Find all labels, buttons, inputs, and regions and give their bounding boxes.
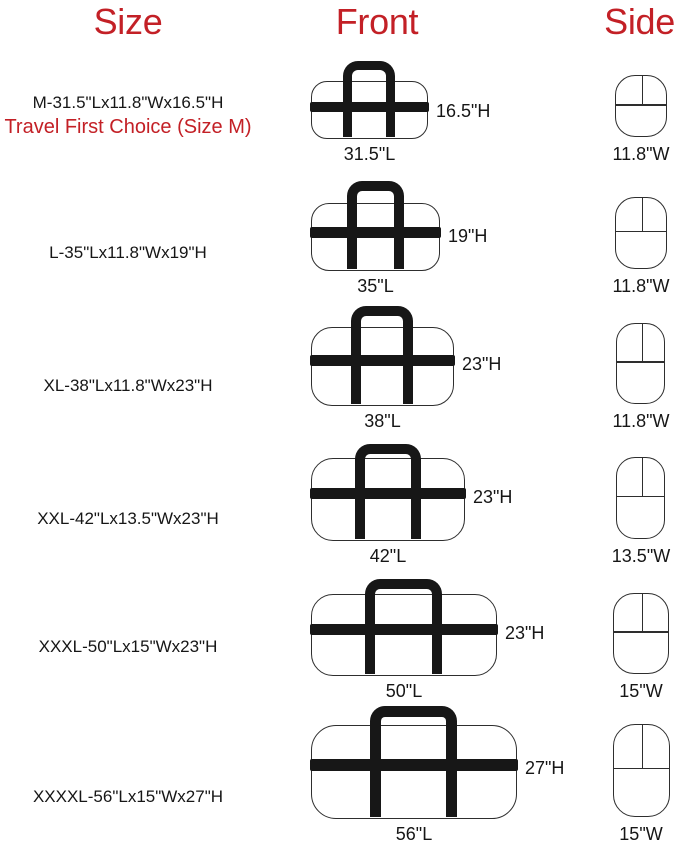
size-label: L-35"Lx11.8"Wx19"H xyxy=(49,243,207,262)
front-length-label: 50"L xyxy=(385,681,423,701)
side-view-diagram xyxy=(613,593,669,702)
front-length-label: 31.5"L xyxy=(343,144,396,164)
side-view-icon xyxy=(616,323,665,404)
front-length-label: 56"L xyxy=(395,824,433,843)
size-label: XXXL-50"Lx15"Wx23"H xyxy=(38,637,218,656)
side-divider-horizontal-icon xyxy=(617,496,664,497)
side-view-cell xyxy=(581,724,679,843)
size-cell xyxy=(0,787,256,807)
side-view-cell xyxy=(581,323,679,432)
side-width-label: 13.5"W xyxy=(611,546,671,566)
size-row xyxy=(0,297,679,432)
column-headers xyxy=(0,0,679,57)
bag-strap-icon xyxy=(310,227,441,238)
front-height-label: 16.5"H xyxy=(436,100,491,121)
side-divider-vertical-icon xyxy=(642,324,643,361)
bag-handle-icon xyxy=(347,181,404,269)
side-width-label: 15"W xyxy=(619,824,663,843)
size-label: XL-38"Lx11.8"Wx23"H xyxy=(43,376,213,395)
front-length-label: 42"L xyxy=(369,546,407,566)
front-length-label: 35"L xyxy=(357,276,394,296)
front-height-label: 23"H xyxy=(462,354,502,375)
bag-handle-icon xyxy=(343,61,395,137)
side-view-cell xyxy=(581,457,679,567)
bag-strap-icon xyxy=(310,355,455,366)
size-label: XXXXL-56"Lx15"Wx27"H xyxy=(32,787,224,806)
side-view-icon xyxy=(613,724,670,817)
size-cell xyxy=(0,637,256,657)
front-view-diagram xyxy=(311,706,565,843)
bag-strap-icon xyxy=(310,624,498,635)
column-header-size: Size xyxy=(93,1,163,42)
side-view-cell xyxy=(581,593,679,702)
side-divider-vertical-icon xyxy=(642,458,643,496)
size-cell xyxy=(0,243,256,263)
size-row xyxy=(0,567,679,702)
front-view-diagram xyxy=(311,306,502,432)
front-view-diagram xyxy=(311,444,513,567)
side-view-icon xyxy=(615,75,667,137)
size-note: Travel First Choice (Size M) xyxy=(4,116,252,138)
front-view-cell xyxy=(256,706,581,843)
size-row xyxy=(0,165,679,297)
side-divider-vertical-icon xyxy=(642,76,643,104)
front-height-label: 23"H xyxy=(505,622,545,643)
side-divider-horizontal-icon xyxy=(616,104,666,105)
size-cell xyxy=(0,93,256,139)
front-view-diagram xyxy=(311,579,545,702)
bag-strap-icon xyxy=(310,759,518,771)
side-view-icon xyxy=(616,457,665,539)
size-cell xyxy=(0,509,256,529)
front-height-label: 27"H xyxy=(525,757,565,778)
side-view-diagram xyxy=(612,197,669,297)
bag-strap-icon xyxy=(310,102,429,112)
size-label: M-31.5"Lx11.8"Wx16.5"H xyxy=(32,93,224,112)
front-view-diagram xyxy=(311,181,488,297)
side-divider-vertical-icon xyxy=(642,594,643,631)
side-divider-horizontal-icon xyxy=(614,768,669,769)
side-view-cell xyxy=(581,75,679,165)
size-row xyxy=(0,702,679,843)
size-label: XXL-42"Lx13.5"Wx23"H xyxy=(37,509,219,528)
side-view-diagram xyxy=(612,75,669,165)
size-row xyxy=(0,432,679,567)
column-header-side: Side xyxy=(604,1,675,42)
front-view-cell xyxy=(256,181,581,297)
side-view-diagram xyxy=(612,323,669,432)
front-view-cell xyxy=(256,306,581,432)
side-divider-horizontal-icon xyxy=(616,231,666,232)
column-header-front: Front xyxy=(335,1,419,42)
size-cell xyxy=(0,376,256,396)
side-width-label: 11.8"W xyxy=(612,276,670,296)
side-view-diagram xyxy=(613,724,670,843)
side-view-icon xyxy=(615,197,667,269)
side-width-label: 15"W xyxy=(619,681,663,701)
side-divider-horizontal-icon xyxy=(617,361,664,362)
side-divider-vertical-icon xyxy=(642,725,643,768)
side-view-icon xyxy=(613,593,669,674)
front-length-label: 38"L xyxy=(364,411,401,431)
side-view-cell xyxy=(581,197,679,297)
size-row xyxy=(0,57,679,165)
bag-strap-icon xyxy=(310,488,466,499)
front-height-label: 23"H xyxy=(473,486,513,507)
front-height-label: 19"H xyxy=(448,226,488,247)
front-view-diagram xyxy=(311,61,491,165)
side-width-label: 11.8"W xyxy=(612,411,670,431)
side-width-label: 11.8"W xyxy=(612,144,670,164)
side-view-diagram xyxy=(612,457,670,567)
size-chart-rows xyxy=(0,57,679,843)
side-divider-horizontal-icon xyxy=(614,631,668,632)
front-view-cell xyxy=(256,579,581,702)
front-view-cell xyxy=(256,444,581,567)
side-divider-vertical-icon xyxy=(642,198,643,231)
front-view-cell xyxy=(256,61,581,165)
